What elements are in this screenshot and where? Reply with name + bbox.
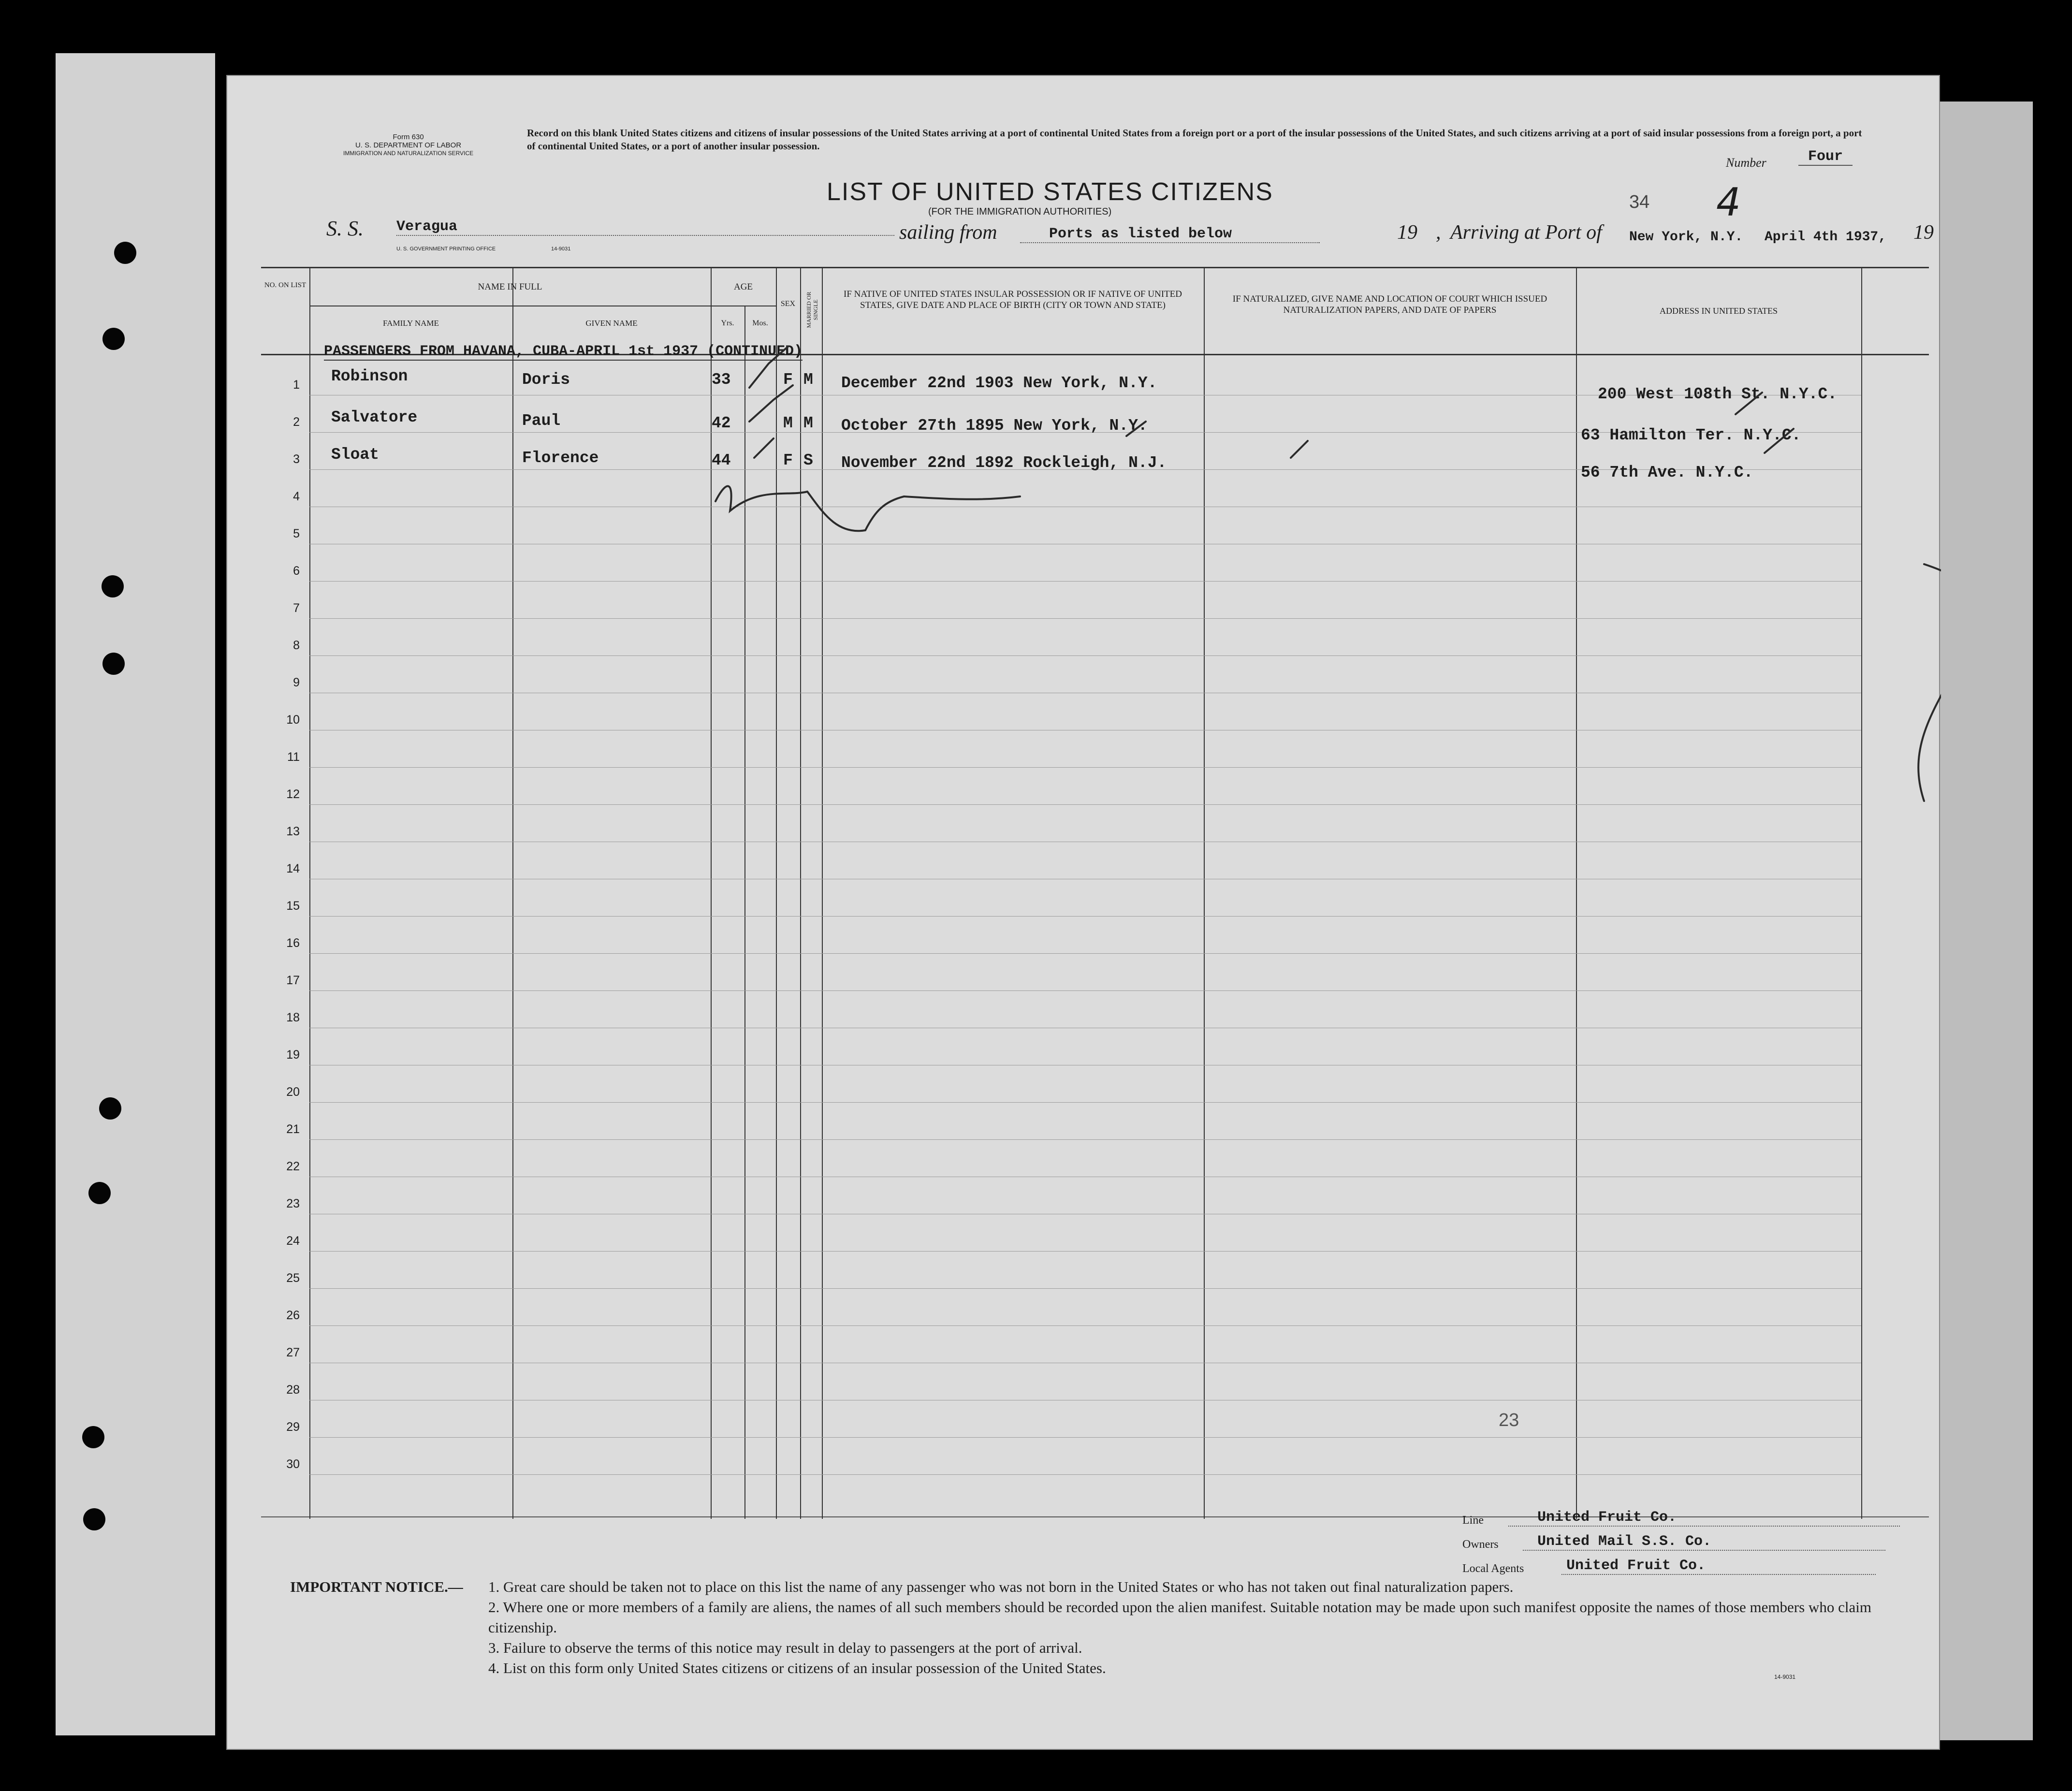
- row-number: 19: [286, 1048, 300, 1062]
- family-name: Sloat: [331, 446, 379, 464]
- notice-item: 3. Failure to observe the terms of this notice may result in delay to passengers at the port of arrival.: [488, 1639, 1082, 1656]
- arrival-date: April 4th 1937,: [1765, 230, 1887, 245]
- notice-heading: IMPORTANT NOTICE.—: [290, 1578, 463, 1595]
- binding-hole: [82, 1426, 104, 1448]
- birth-info: December 22nd 1903 New York, N.Y.: [841, 374, 1157, 392]
- header-yrs: Yrs.: [721, 319, 734, 327]
- age-years: 42: [712, 414, 731, 432]
- binding-hole: [114, 242, 136, 264]
- row-number: 20: [286, 1085, 300, 1099]
- age-years: 44: [712, 451, 731, 469]
- page-title: LIST OF UNITED STATES CITIZENS: [827, 178, 1273, 206]
- row-number: 25: [286, 1271, 300, 1285]
- row-number: 22: [286, 1160, 300, 1173]
- row-number: 12: [286, 787, 300, 801]
- notice-list: [488, 1577, 1890, 1678]
- binding-hole: [102, 653, 125, 675]
- row-number: 3: [293, 452, 300, 466]
- header-naturalized: IF NATURALIZED, GIVE NAME AND LOCATION OF COURT WHICH ISSUED NATURALIZATION PAPERS, AND DATE OF PAPERS: [1232, 294, 1547, 315]
- form-number: Form 630: [393, 133, 424, 141]
- address: 63 Hamilton Ter. N.Y.C.: [1581, 426, 1801, 444]
- handwritten-marks: [227, 76, 1941, 1751]
- footer-code: 14-9031: [1774, 1674, 1796, 1680]
- binding-hole: [102, 575, 124, 597]
- sex: F: [783, 371, 793, 389]
- header-address: ADDRESS IN UNITED STATES: [1659, 306, 1778, 316]
- row-number: 15: [286, 899, 300, 913]
- row-number: 23: [286, 1197, 300, 1210]
- header-mos: Mos.: [752, 319, 768, 327]
- row-number: 28: [286, 1383, 300, 1397]
- row-number: 14: [286, 862, 300, 875]
- header-age: AGE: [733, 282, 753, 292]
- handwritten-number: 4: [1716, 180, 1741, 225]
- row-number: 10: [286, 713, 300, 727]
- section-heading: PASSENGERS FROM HAVANA, CUBA-APRIL 1st 1937 (CONTINUED): [324, 343, 803, 360]
- marital-status: M: [803, 371, 813, 389]
- service: IMMIGRATION AND NATURALIZATION SERVICE: [343, 150, 474, 157]
- page-subtitle: (FOR THE IMMIGRATION AUTHORITIES): [928, 206, 1112, 217]
- family-name: Robinson: [331, 367, 408, 385]
- right-page-edge: [1931, 102, 2033, 1740]
- header-family-name: FAMILY NAME: [383, 319, 439, 328]
- header-married-single: MARRIED OR SINGLE: [805, 291, 819, 328]
- number-value: Four: [1798, 148, 1853, 166]
- stamp-page-number: 23: [1499, 1410, 1519, 1430]
- row-number: 30: [286, 1457, 300, 1471]
- arriving-label: Arriving at Port of: [1450, 221, 1602, 244]
- sex: M: [783, 414, 793, 432]
- printing-office: U. S. GOVERNMENT PRINTING OFFICE: [396, 246, 496, 252]
- header-native: IF NATIVE OF UNITED STATES INSULAR POSSESSION OR IF NATIVE OF UNITED STATES, GIVE DATE AND PLACE OF BIRTH (CITY OR TOWN AND STATE): [844, 289, 1182, 310]
- manifest-sheet: Form 630 U. S. DEPARTMENT OF LABOR IMMIGRATION AND NATURALIZATION SERVICE Record on this blank United States citizens and citizens of insular possessions of the United States arriving at a port of continental United States from a foreign port or a port of the insular possessions of the United States, and such citizens arriving at a port of said insular possessions from a foreign port, a port of continental United States, or a port of another insular possession. Number Four LIST OF UNITED STATES CITIZENS (FOR THE IMMIGRATION AUTHORITIES) 34 4 S. S. Veragua U. S. GOVERNMENT PRINTING OFFICE 14-9031 sailing from Ports as listed below 19 , Arriving at Port of New York, N.Y. April 4th 1937, 19 NO. ON LIST NAME IN FULL FAMILY NAME GIVEN NAME AGE Yrs. Mos. SEX MARRIED OR SINGLE IF NATIVE OF UNITED STATES INSULAR POSSESSION OR IF NATIVE OF UNITED STATES, GIVE DATE AND PLACE OF BIRTH (CITY OR TOWN AND STATE) IF NATURALIZED, GIVE NAME AND LOCATION OF COURT WHICH ISSUED NATURALIZATION PAPERS, AND DATE OF PAPERS ADDRESS IN UNITED STATES PASSENGERS FROM HAVANA, CUBA-APRIL 1st 1937 (CONTINUED) 1 2 3 4 5 6 7 8 9 10 11 12 13 14 15 16 17 18 19 20 21 22 23 24 25 26 27 28 29 30 Robinson Doris 33 F M December 22nd 1903 New York, N.Y. 200 West 108th St. N.Y.C. Salvatore Paul 42 M M October 27th 1895 New York, N.Y. 63 Hamilton Ter. N.Y.C. Sloat Florence 44 F S November 22nd 1892 Rockleigh, N.J. 56 7th Ave. N.Y.C. 23 Line United Fruit Co. Owners United Mail S.S. Co. Local Agents United Fruit Co. IMPORTANT NOTICE.— 1. Great care should be taken not to place on this list the name of any passenger who was not born in the United States or who has not taken out final naturalization papers. 2. Where one or more members of a family are aliens, the names of all such members should be recorded upon the alien manifest. Suitable notation may be made upon such manifest opposite the names of those members who claim citizenship. 3. Failure to observe the terms of this notice may result in delay to passengers at the port of arrival. 4. List on this form only United States citizens or citizens of an insular possession of the United States. 14-9031: [226, 75, 1940, 1750]
- header-sex: SEX: [780, 300, 796, 308]
- binding-hole: [88, 1182, 111, 1204]
- row-number: 6: [293, 564, 300, 578]
- marital-status: M: [803, 414, 813, 432]
- row-number: 2: [293, 415, 300, 429]
- row-number: 24: [286, 1234, 300, 1248]
- number-label: Number: [1726, 156, 1766, 170]
- header-no-on-list: NO. ON LIST: [264, 281, 306, 289]
- year-label-2: 19: [1913, 221, 1934, 244]
- notice-item: 4. List on this form only United States citizens or citizens of an insular possession of the United States.: [488, 1660, 1106, 1676]
- owners-label: Owners: [1462, 1538, 1499, 1551]
- binding-hole: [83, 1508, 105, 1530]
- line-label: Line: [1462, 1514, 1484, 1527]
- row-number: 9: [293, 676, 300, 689]
- address: 56 7th Ave. N.Y.C.: [1581, 464, 1753, 481]
- owners-value: United Mail S.S. Co.: [1523, 1533, 1885, 1551]
- binding-hole: [102, 328, 125, 350]
- row-number: 26: [286, 1309, 300, 1322]
- given-name: Florence: [522, 449, 599, 467]
- agents-value: United Fruit Co.: [1561, 1558, 1876, 1575]
- ss-label: S. S.: [326, 217, 364, 240]
- sailing-from: Ports as listed below: [1020, 226, 1320, 243]
- marital-status: S: [803, 451, 813, 469]
- line-value: United Fruit Co.: [1508, 1509, 1900, 1527]
- arriving-port: New York, N.Y.: [1629, 230, 1743, 245]
- ship-name: Veragua: [396, 218, 894, 236]
- agents-label: Local Agents: [1462, 1562, 1524, 1575]
- print-code: 14-9031: [551, 246, 571, 252]
- row-number: 17: [286, 974, 300, 987]
- form-instruction: Record on this blank United States citizens and citizens of insular possessions of the United States arriving at a port of continental United States from a foreign port or a port of the insular possessions of the United States, and such citizens arriving at a port of said insular possessions from a foreign port, a port of continental United States, or a port of another insular possession.: [527, 127, 1862, 152]
- header-given-name: GIVEN NAME: [585, 319, 638, 328]
- sex: F: [783, 451, 793, 469]
- sailing-label: sailing from: [899, 221, 997, 244]
- department: U. S. DEPARTMENT OF LABOR: [355, 141, 462, 149]
- given-name: Doris: [522, 371, 570, 389]
- stamp-number: 34: [1629, 192, 1650, 212]
- binding-hole: [99, 1097, 121, 1120]
- row-number: 13: [286, 825, 300, 838]
- year-label: 19: [1397, 221, 1417, 244]
- row-number: 8: [293, 639, 300, 652]
- notice-item: 2. Where one or more members of a family are aliens, the names of all such members should be recorded upon the alien manifest. Suitable notation may be made upon such manifest opposite the names of those members who claim citizenship.: [488, 1599, 1871, 1636]
- age-years: 33: [712, 371, 731, 389]
- row-number: 29: [286, 1420, 300, 1434]
- left-binding-strip: [56, 53, 215, 1735]
- row-number: 1: [293, 378, 300, 392]
- birth-info: November 22nd 1892 Rockleigh, N.J.: [841, 454, 1167, 472]
- row-number: 11: [287, 750, 300, 764]
- birth-info: October 27th 1895 New York, N.Y.: [841, 417, 1148, 435]
- given-name: Paul: [522, 412, 561, 430]
- header-name-in-full: NAME IN FULL: [478, 282, 542, 292]
- notice-item: 1. Great care should be taken not to place on this list the name of any passenger who was not born in the United States or who has not taken out final naturalization papers.: [488, 1578, 1514, 1595]
- row-number: 16: [286, 936, 300, 950]
- row-number: 27: [286, 1346, 300, 1359]
- row-number: 7: [293, 601, 300, 615]
- row-number: 5: [293, 527, 300, 540]
- row-number: 4: [293, 490, 300, 503]
- address: 200 West 108th St. N.Y.C.: [1598, 385, 1838, 403]
- row-number: 18: [286, 1011, 300, 1024]
- family-name: Salvatore: [331, 408, 418, 426]
- row-number: 21: [286, 1122, 300, 1136]
